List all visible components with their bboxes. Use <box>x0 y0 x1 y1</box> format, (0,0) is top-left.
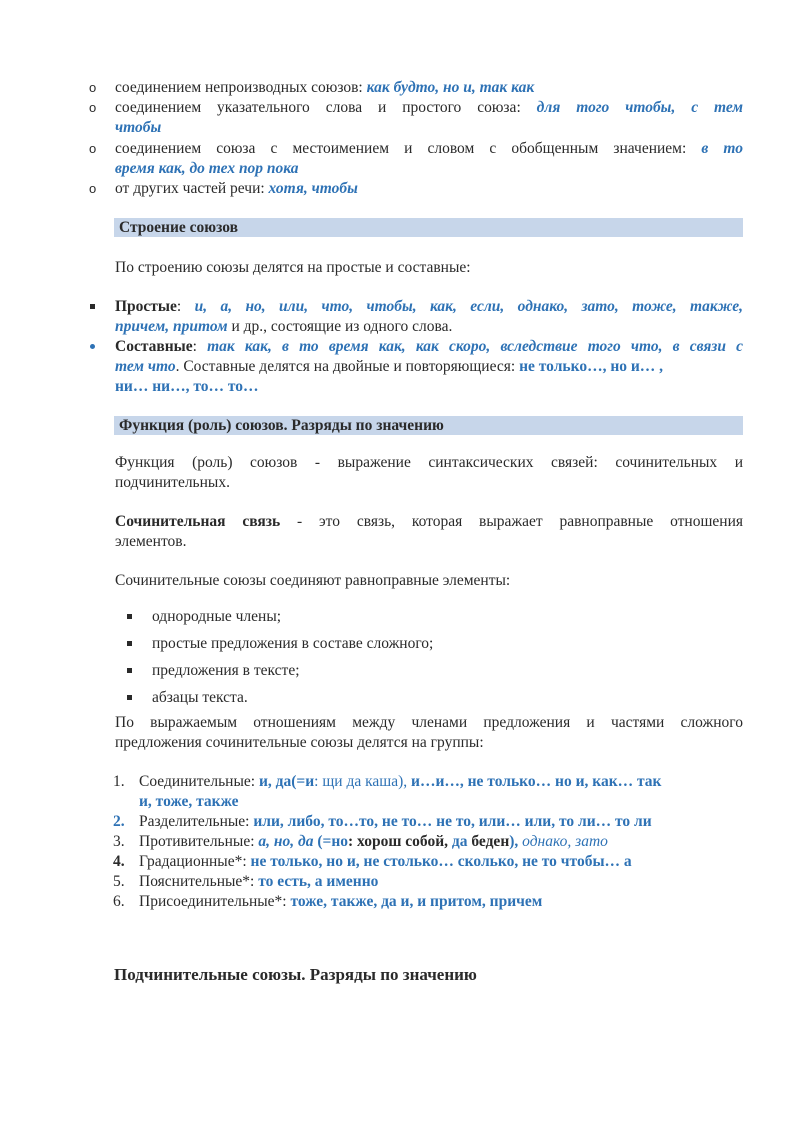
paragraph: элементов. <box>115 533 187 550</box>
group-item <box>139 852 632 872</box>
example-text: то есть, а именно <box>258 873 379 890</box>
example-text: и, а, но, или, что, чтобы, как, если, однако, зато, тоже, также, <box>194 298 744 315</box>
list-text: от других частей речи: <box>115 180 269 197</box>
example-text: как будто, но и, так как <box>366 79 535 96</box>
list-text: соединением указательного слова и простого союза: <box>115 99 537 116</box>
list-number: 4. <box>113 853 125 870</box>
group-label: Соединительные: <box>139 773 259 790</box>
paragraph: Функция (роль) союзов - выражение синтаксических связей: сочинительных и <box>115 454 743 471</box>
example-text: ), <box>398 773 412 790</box>
example-text: (=и <box>291 773 315 790</box>
example-text: (=но <box>313 833 349 850</box>
list-item-continuation <box>115 118 161 138</box>
paragraph: Сочинительные союзы соединяют равноправные элементы: <box>115 572 511 589</box>
example-text: для того чтобы, с тем <box>536 99 743 116</box>
section-heading: Подчинительные союзы. Разряды по значению <box>114 965 477 984</box>
list-number: 1. <box>113 773 125 790</box>
list-item-continuation <box>115 317 452 337</box>
list-item <box>115 139 743 159</box>
example-text: не только…, но и… , <box>519 358 664 375</box>
list-text: соединением непроизводных союзов: <box>115 79 367 96</box>
list-item <box>115 179 358 199</box>
paragraph: предложения сочинительные союзы делятся на группы: <box>115 734 484 751</box>
group-label: Присоединительные*: <box>139 893 291 910</box>
list-item-continuation <box>115 159 299 179</box>
group-item <box>139 832 608 852</box>
definition-text: - это связь, которая выражает равноправные отношения <box>280 513 743 530</box>
list-text: и др., состоящие из одного слова. <box>227 318 453 335</box>
term-label: Простые <box>115 298 177 315</box>
group-label: Градационные*: <box>139 853 251 870</box>
bullet-icon <box>127 641 132 646</box>
group-item <box>139 892 542 912</box>
group-item <box>139 812 652 832</box>
paragraph <box>115 512 743 532</box>
bullet-icon <box>127 695 132 700</box>
list-marker: o <box>89 181 97 196</box>
term-label: Сочинительная связь <box>115 513 281 530</box>
group-item <box>139 772 743 792</box>
term-label: Составные <box>115 338 193 355</box>
example-text: ), <box>509 833 523 850</box>
example-text: так как, в то время как, как скоро, вследствие того что, в связи с <box>207 338 743 355</box>
group-item-continuation <box>139 792 239 812</box>
example-text: или, либо, то…то, не то… не то, или… или, то ли… то ли <box>253 813 652 830</box>
group-label: Пояснительные*: <box>139 873 259 890</box>
bullet-icon <box>90 344 95 349</box>
list-item: простые предложения в составе сложного; <box>152 635 434 652</box>
example-text: тоже, также, да и, и притом, причем <box>290 893 543 910</box>
section-heading: Строение союзов <box>114 218 743 237</box>
example-text: : хорош собой, <box>348 833 452 850</box>
example-text: и, да <box>258 773 292 790</box>
list-item <box>115 78 534 98</box>
list-number: 5. <box>113 873 125 890</box>
list-item <box>115 98 743 118</box>
paragraph: По выражаемым отношениям между членами предложения и частями сложного <box>115 714 743 731</box>
example-text: причем, притом <box>115 318 228 335</box>
example-text: не только, но и, не столько… сколько, не то чтобы… а <box>250 853 632 870</box>
list-marker: o <box>89 80 97 95</box>
example-text: да <box>451 833 468 850</box>
example-text: тем что <box>115 358 176 375</box>
group-label: Разделительные: <box>139 813 254 830</box>
list-number: 6. <box>113 893 125 910</box>
list-text: соединением союза с местоимением и словом с обобщенным значением: <box>115 140 702 157</box>
section-heading: Функция (роль) союзов. Разряды по значению <box>114 416 743 435</box>
bullet-icon <box>90 304 95 309</box>
example-text: ни… ни…, то… то… <box>115 378 259 395</box>
example-text: а, но, да <box>258 833 314 850</box>
list-item-continuation <box>115 357 663 377</box>
paragraph: По строению союзы делятся на простые и составные: <box>115 259 471 276</box>
example-text: хотя, чтобы <box>268 180 358 197</box>
bullet-icon <box>127 614 132 619</box>
example-text: чтобы <box>115 119 162 136</box>
list-item: Простые: и, а, но, или, что, чтобы, как, если, однако, зато, тоже, также, <box>115 298 744 315</box>
group-label: Противительные: <box>139 833 259 850</box>
list-marker: o <box>89 141 97 156</box>
group-item <box>139 872 378 892</box>
list-item: абзацы текста. <box>152 689 248 706</box>
list-text: . Составные делятся на двойные и повторяющиеся: <box>175 358 520 375</box>
list-item: предложения в тексте; <box>152 662 300 679</box>
paragraph: подчинительных. <box>115 474 230 491</box>
list-number: 3. <box>113 833 125 850</box>
example-text: и…и…, не только… но и, как… так <box>411 773 662 790</box>
example-text: в то <box>701 140 744 157</box>
bullet-icon <box>127 668 132 673</box>
example-text: : щи да каша <box>314 773 399 790</box>
list-marker: o <box>89 100 97 115</box>
list-item-continuation <box>115 377 259 397</box>
list-item: однородные члены; <box>152 608 282 625</box>
example-text: беден <box>467 833 510 850</box>
list-number: 2. <box>113 813 125 830</box>
list-item: Составные: так как, в то время как, как скоро, вследствие того что, в связи с <box>115 338 743 355</box>
example-text: время как, до тех пор пока <box>115 160 299 177</box>
example-text: и, тоже, также <box>139 793 239 810</box>
example-text: однако, зато <box>522 833 608 850</box>
